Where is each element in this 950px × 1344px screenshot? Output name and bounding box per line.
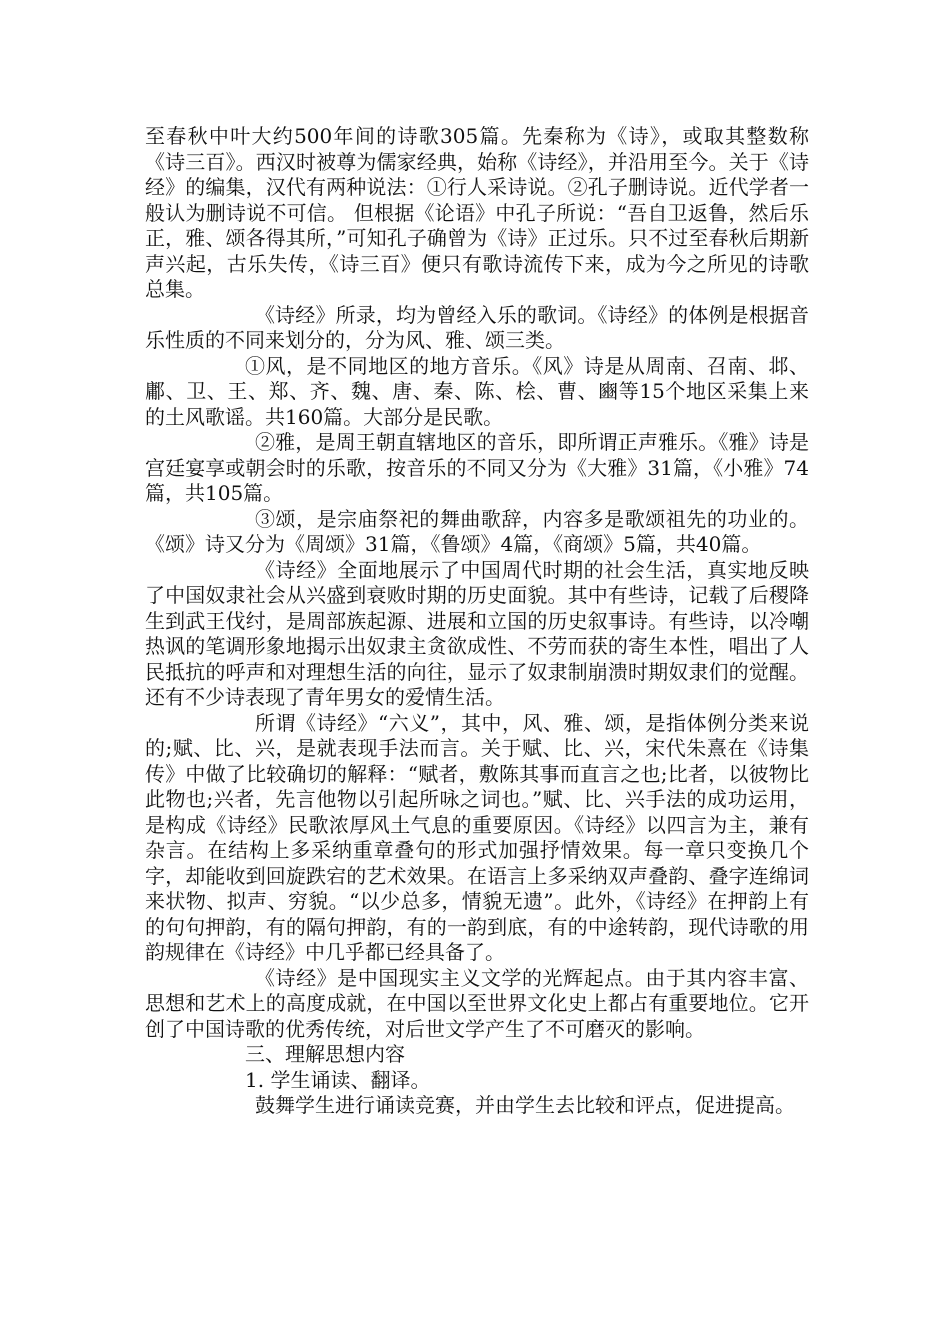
paragraph-feng: ①风，是不同地区的地方音乐。《风》诗是从周南、召南、邶、鄘、卫、王、郑、齐、魏、唐、秦、陈、桧、曹、豳等15个地区采集上来的土风歌谣。共160篇。大部分是民歌。 [145, 353, 809, 429]
document-body [145, 124, 809, 1119]
paragraph-social-life: 《诗经》全面地展示了中国周代时期的社会生活，真实地反映了中国奴隶社会从兴盛到衰败时期的历史面貌。其中有些诗，记载了后稷降生到武王伐纣，是周部族起源、进展和立国的历史叙事诗。有些诗，以冷嘲热讽的笔调形象地揭示出奴隶主贪欲成性、不劳而获的寄生本性，唱出了人民抵抗的呼声和对理想生活的向往，显示了奴隶制崩溃时期奴隶们的觉醒。还有不少诗表现了青年男女的爱情生活。 [145, 557, 809, 709]
step-recite-translate: 1. 学生诵读、翻译。 [245, 1067, 431, 1092]
paragraph-shijing-structure: 《诗经》所录，均为曾经入乐的歌词。《诗经》的体例是根据音乐性质的不同来划分的，分为风、雅、颂三类。 [145, 302, 809, 352]
paragraph-realism: 《诗经》是中国现实主义文学的光辉起点。由于其内容丰富、思想和艺术上的高度成就，在中国以至世界文化史上都占有重要地位。它开创了中国诗歌的优秀传统，对后世文学产生了不可磨灭的影响。 [145, 965, 809, 1041]
paragraph-six-principles: 所谓《诗经》“六义”，其中，风、雅、颂，是指体例分类来说的;赋、比、兴，是就表现手法而言。关于赋、比、兴，宋代朱熹在《诗集传》中做了比较确切的解释：“赋者，敷陈其事而直言之也;比者，以彼物比此物也;兴者，先言他物以引起所咏之词也。”赋、比、兴手法的成功运用，是构成《诗经》民歌浓厚风土气息的重要原因。《诗经》以四言为主，兼有杂言。在结构上多采纳重章叠句的形式加强抒情效果。每一章只变换几个字，却能收到回旋跌宕的艺术效果。在语言上多采纳双声叠韵、叠字连绵词来状物、拟声、穷貌。“以少总多，情貌无遗”。此外，《诗经》在押韵上有的句句押韵，有的隔句押韵，有的一韵到底，有的中途转韵，现代诗歌的用韵规律在《诗经》中几乎都已经具备了。 [145, 710, 809, 964]
section-heading-understand-content: 三、理解思想内容 [245, 1042, 405, 1066]
paragraph-recitation-contest: 鼓舞学生进行诵读竞赛，并由学生去比较和评点，促进提高。 [255, 1093, 795, 1117]
paragraph-ya: ②雅，是周王朝直辖地区的音乐，即所谓正声雅乐。《雅》诗是宫廷宴享或朝会时的乐歌，按音乐的不同又分为《大雅》31篇，《小雅》74篇，共105篇。 [145, 430, 809, 505]
paragraph-song: ③颂，是宗庙祭祀的舞曲歌辞，内容多是歌颂祖先的功业的。《颂》诗又分为《周颂》31篇，《鲁颂》4篇，《商颂》5篇，共40篇。 [145, 506, 809, 556]
paragraph-shijing-origin: 至春秋中叶大约500年间的诗歌305篇。先秦称为《诗》，或取其整数称《诗三百》。西汉时被尊为儒家经典，始称《诗经》，并沿用至今。关于《诗经》的编集，汉代有两种说法：①行人采诗说。②孔子删诗说。近代学者一般认为删诗说不可信。 但根据《论语》中孔子所说：“吾自卫返鲁，然后乐正，雅、颂各得其所，”可知孔子确曾为《诗》正过乐。只不过至春秋后期新声兴起，古乐失传，《诗三百》便只有歌诗流传下来，成为今之所见的诗歌总集。 [145, 124, 809, 301]
